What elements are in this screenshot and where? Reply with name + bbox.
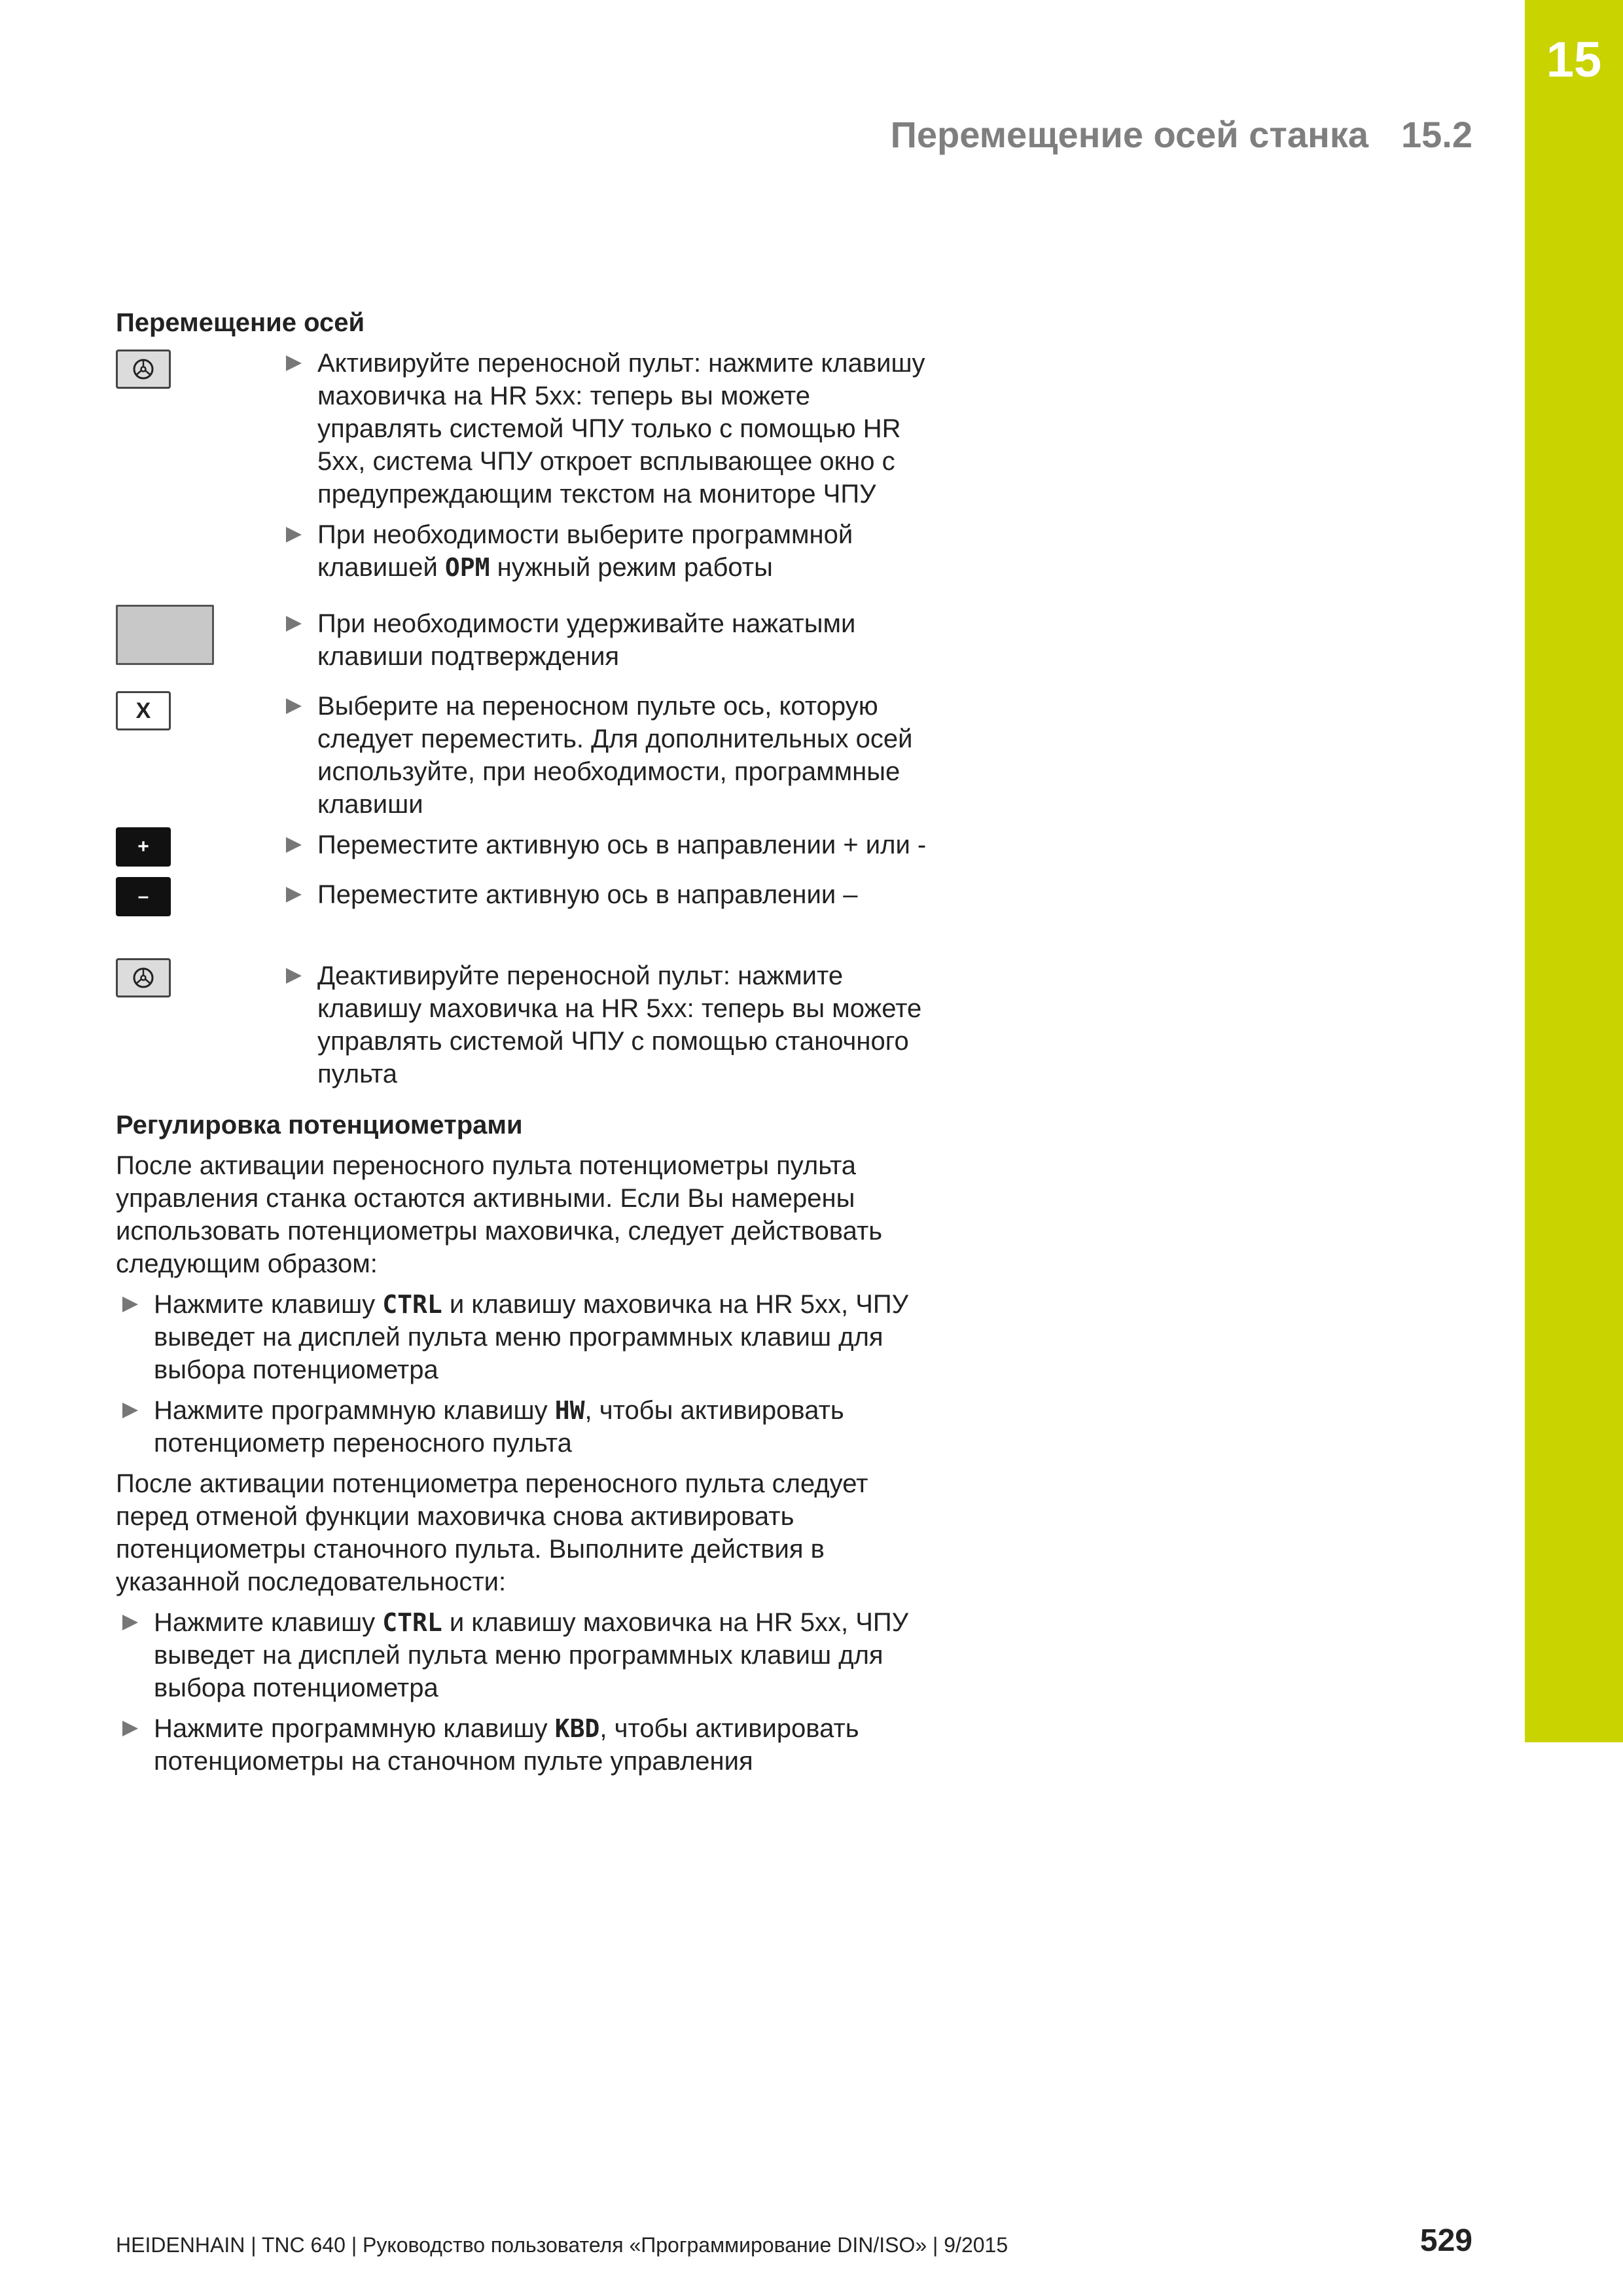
- bullet-arrow-icon: [279, 690, 317, 723]
- bullet-arrow-icon: [279, 607, 317, 640]
- bullet-arrow-icon: [279, 347, 317, 380]
- code-ctrl: CTRL: [382, 1608, 442, 1637]
- step-move-minus: [116, 878, 934, 944]
- axis-x-key: X: [116, 691, 171, 730]
- step-confirm: [116, 607, 934, 681]
- plus-key: +: [116, 827, 171, 867]
- step-select-axis: [116, 690, 934, 821]
- handwheel-icon: [132, 966, 155, 990]
- list-item: Нажмите программную клавишу HW, чтобы активировать потенциометр переносного пульта: [116, 1394, 934, 1460]
- bullet-arrow-icon: [116, 1606, 154, 1639]
- bullet-arrow-icon: [279, 518, 317, 551]
- bullet-arrow-icon: [116, 1394, 154, 1427]
- paragraph: После активации переносного пульта потенциометры пульта управления станка остаются активными. Если Вы намерены использовать потенциометры маховичка, следует действовать следующим образом:: [116, 1151, 883, 1278]
- step-text: Переместите активную ось в направлении + или -: [317, 831, 927, 859]
- header-section: 15.2: [1401, 114, 1472, 155]
- step-select-mode: [116, 518, 934, 584]
- handwheel-key: [116, 958, 171, 997]
- header-title: Перемещение осей станка: [890, 114, 1368, 155]
- step-text: Деактивируйте переносной пульт: нажмите клавишу маховичка на HR 5xx: теперь вы можете управлять системой ЧПУ с помощью станочного пульта: [317, 961, 922, 1088]
- section-heading-axes: Перемещение осей: [116, 308, 365, 337]
- section-heading-potentiometers: Регулировка потенциометрами: [116, 1111, 523, 1139]
- code-hw: HW: [554, 1396, 585, 1425]
- step-text: Переместите активную ось в направлении –: [317, 880, 858, 909]
- code-opm: OPM: [444, 553, 490, 582]
- chapter-tab: [1525, 0, 1623, 1742]
- paragraph: После активации потенциометра переносного пульта следует перед отменой функции маховичка снова активировать потенциометры станочного пульта. Выполните действия в указанной последовательности:: [116, 1469, 868, 1596]
- list-item: Нажмите программную клавишу KBD, чтобы активировать потенциометры на станочном пульте управления: [116, 1712, 934, 1778]
- step-text: Выберите на переносном пульте ось, которую следует переместить. Для дополнительных осей используйте, при необходимости, программные клавиши: [317, 692, 913, 819]
- step-activate: [116, 347, 934, 511]
- page-header: [890, 114, 1472, 155]
- handwheel-icon: [132, 357, 155, 381]
- step-deactivate: [116, 960, 934, 1090]
- page-number: 529: [1419, 2223, 1472, 2258]
- footer-text: HEIDENHAIN | TNC 640 | Руководство пользователя «Программирование DIN/ISO» | 9/2015: [116, 2233, 1008, 2257]
- minus-key: –: [116, 877, 171, 916]
- step-text: Активируйте переносной пульт: нажмите клавишу маховичка на HR 5xx: теперь вы можете управлять системой ЧПУ только с помощью HR 5xx, система ЧПУ откроет всплывающее окно с предупреждающим текстом на мониторе ЧПУ: [317, 349, 925, 509]
- main-content: [116, 306, 934, 1778]
- bullet-arrow-icon: [116, 1288, 154, 1321]
- code-kbd: KBD: [554, 1714, 600, 1743]
- bullet-arrow-icon: [279, 878, 317, 911]
- confirm-key: [116, 605, 214, 665]
- step-text: При необходимости удерживайте нажатыми клавиши подтверждения: [317, 609, 856, 671]
- handwheel-key: [116, 350, 171, 389]
- code-ctrl: CTRL: [382, 1290, 442, 1319]
- bullet-arrow-icon: [279, 829, 317, 861]
- list-item: Нажмите клавишу CTRL и клавишу маховичка на HR 5xx, ЧПУ выведет на дисплей пульта меню программных клавиш для выбора потенциометра: [116, 1288, 934, 1386]
- step-text: При необходимости выберите программной клавишей OPM нужный режим работы: [317, 520, 853, 582]
- list-item: Нажмите клавишу CTRL и клавишу маховичка на HR 5xx, ЧПУ выведет на дисплей пульта меню программных клавиш для выбора потенциометра: [116, 1606, 934, 1704]
- bullet-arrow-icon: [116, 1712, 154, 1745]
- step-move-plus: [116, 829, 934, 861]
- chapter-number: 15: [1546, 32, 1602, 88]
- bullet-arrow-icon: [279, 960, 317, 992]
